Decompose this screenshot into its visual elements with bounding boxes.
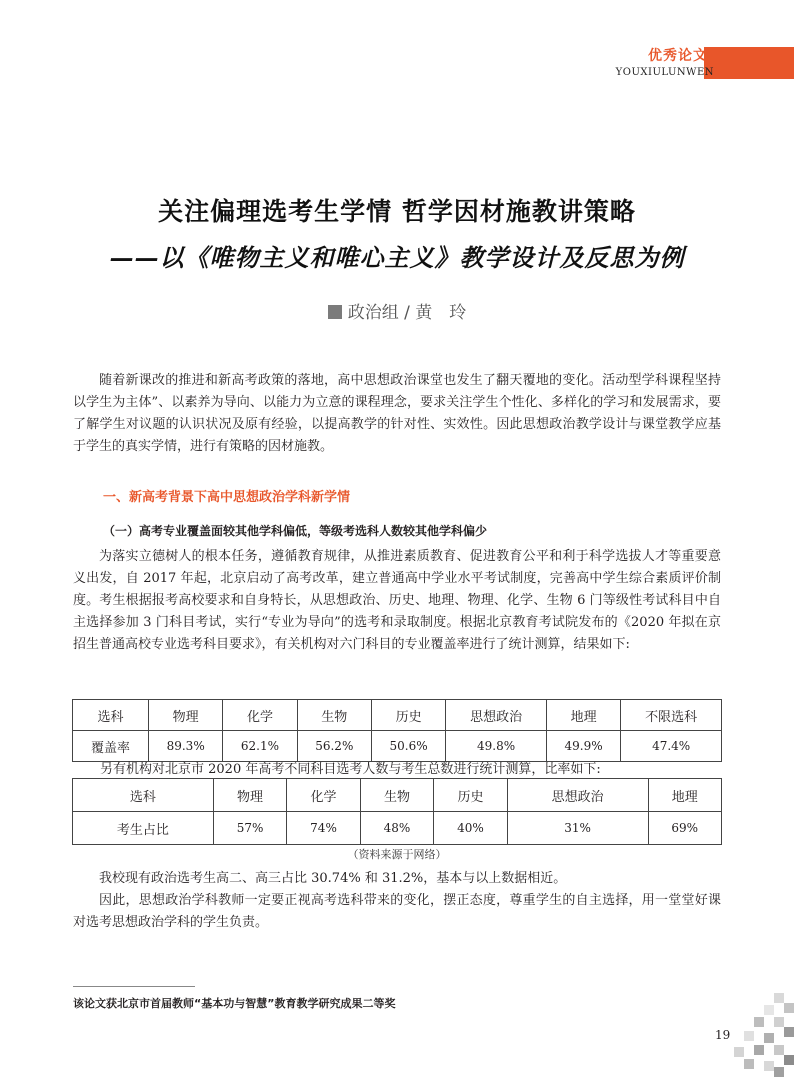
school-paragraph: 我校现有政治选考生高二、高三占比 30.74% 和 31.2%，基本与以上数据相近。 [99, 871, 567, 886]
pixel-pattern-decoration [730, 993, 794, 1077]
column-title-cn: 优秀论文 [648, 48, 708, 64]
table-cell: 89.3% [149, 731, 223, 762]
table-cell: 50.6% [371, 731, 445, 762]
table-header-cell: 历史 [434, 779, 507, 812]
coverage-table [72, 699, 722, 762]
table-header-cell: 历史 [371, 700, 445, 731]
column-tag-block [704, 47, 794, 79]
article-subtitle: ——以《唯物主义和唯心主义》教学设计及反思为例 [109, 243, 685, 272]
table-cell: 56.2% [297, 731, 371, 762]
table-header-cell: 生物 [297, 700, 371, 731]
table2-intro: 另有机构对北京市 2020 年高考不同科目选考人数与考生总数进行统计测算，比率如下: [100, 762, 601, 777]
table-header-cell: 物理 [149, 700, 223, 731]
table-row-label: 考生占比 [73, 812, 214, 845]
table-header-cell: 选科 [73, 700, 149, 731]
footnote-divider [73, 986, 195, 987]
table-cell: 47.4% [621, 731, 722, 762]
table-cell: 57% [213, 812, 286, 845]
table-header-cell: 思想政治 [446, 700, 547, 731]
article-title: 关注偏理选考生学情 哲学因材施教讲策略 [158, 197, 636, 226]
table-cell: 40% [434, 812, 507, 845]
table-row-label: 覆盖率 [73, 731, 149, 762]
source-note: （资料来源于网络） [347, 848, 447, 861]
author-line [0, 298, 794, 323]
table-header-cell: 地理 [648, 779, 722, 812]
ratio-table [72, 778, 722, 845]
column-title-en: YOUXIULUNWEN [615, 67, 714, 78]
table-header-cell: 选科 [73, 779, 214, 812]
square-bullet-icon [328, 305, 342, 319]
table-row [73, 812, 722, 845]
table-header-cell: 地理 [546, 700, 620, 731]
table-header-cell: 化学 [287, 779, 360, 812]
table-cell: 49.8% [446, 731, 547, 762]
teacher-paragraph: 因此，思想政治学科教师一定要正视高考选科带来的变化，摆正态度，尊重学生的自主选择，用一堂堂好课对选考思想政治学科的学生负责。 [73, 893, 721, 930]
table-cell: 74% [287, 812, 360, 845]
page-number: 19 [715, 1028, 731, 1042]
table-header-row [73, 779, 722, 812]
table-cell: 31% [507, 812, 648, 845]
footnote: 该论文获北京市首届教师“基本功与智慧”教育教学研究成果二等奖 [73, 997, 396, 1010]
intro-paragraph: 随着新课改的推进和新高考政策的落地，高中思想政治课堂也发生了翻天覆地的变化。活动型学科课程坚持以学生为主体”、以素养为导向、以能力为立意的课程理念，要求关注学生个性化、多样化的学习和发展需求，要了解学生对议题的认识状况及原有经验，以提高教学的针对性、实效性。因此思想政治教学设计与课堂教学应基于学生的真实学情，进行有策略的因材施教。 [73, 373, 721, 454]
table-cell: 69% [648, 812, 722, 845]
table-header-row [73, 700, 722, 731]
reform-paragraph: 为落实立德树人的根本任务，遵循教育规律，从推进素质教育、促进教育公平和利于科学选拔人才等重要意义出发，自 2017 年起，北京启动了高考改革，建立普通高中学业水平考试制度，完善高中学生综合素质评价制度。考生根据报考高校要求和自身特长，从思想政治、历史、地理、物理、化学、生物 6 门等级性考试科目中自主选择参加 3 门科目考试，实行“专业为导向”的选考和录取制度。根据北京教育考试院发布的《2020 年拟在京招生普通高校专业选考科目要求》，有关机构对六门科目的专业覆盖率进行了统计测算，结果如下: [73, 549, 721, 652]
table-header-cell: 不限选科 [621, 700, 722, 731]
table-cell: 62.1% [223, 731, 297, 762]
section-heading: 一、新高考背景下高中思想政治学科新学情 [103, 490, 351, 505]
table-row [73, 731, 722, 762]
table-cell: 48% [360, 812, 433, 845]
table-header-cell: 思想政治 [507, 779, 648, 812]
table-cell: 49.9% [546, 731, 620, 762]
subsection-heading: （一）高考专业覆盖面较其他学科偏低，等级考选科人数较其他学科偏少 [103, 524, 488, 538]
author-name: 政治组 / 黄 玲 [347, 303, 467, 323]
table-header-cell: 化学 [223, 700, 297, 731]
table-header-cell: 物理 [213, 779, 286, 812]
table-header-cell: 生物 [360, 779, 433, 812]
